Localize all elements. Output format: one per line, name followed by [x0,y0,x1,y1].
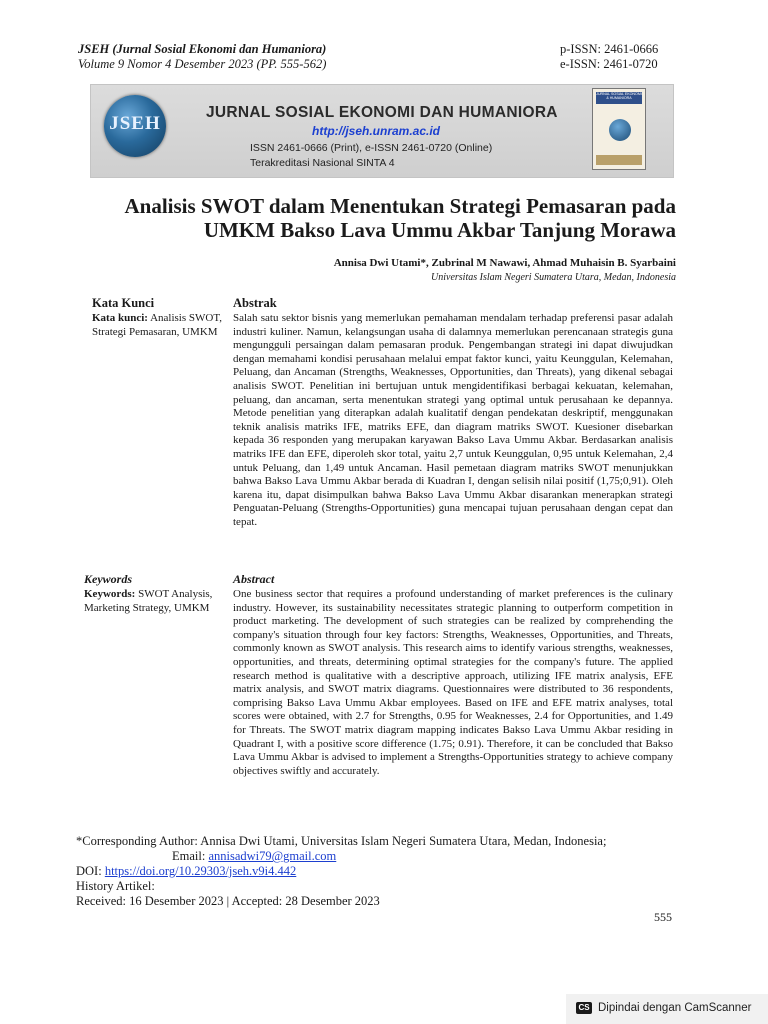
cover-band [596,155,642,165]
keywords-text: SWOT Analysis, Marketing Strategy, UMKM [84,588,213,614]
camscanner-watermark [566,994,768,1024]
article-title [0,194,676,242]
jseh-logo [104,95,166,157]
e-issn: e-ISSN: 2461-0720 [560,57,658,71]
corresponding-author: *Corresponding Author: Annisa Dwi Utami, Universitas Islam Negeri Sumatera Utara, Medan, Indonesia; [76,834,607,848]
journal-cover-image [592,88,646,170]
email-link[interactable]: annisadwi79@gmail.com [208,849,337,863]
journal-name: JSEH (Jurnal Sosial Ekonomi dan Humaniora) [78,42,327,56]
doi-label: DOI: [76,864,105,878]
keywords-label: Keywords: [84,588,136,600]
issn-block [560,42,658,72]
abstract-heading: Abstract [233,572,275,586]
banner-issn: ISSN 2461-0666 (Print), e-ISSN 2461-0720 (Online) [250,142,493,154]
kata-kunci-list [92,312,230,339]
email-line [172,849,336,864]
email-label: Email: [172,849,209,863]
camscanner-icon: CS [576,1002,592,1014]
banner-title: JURNAL SOSIAL EKONOMI DAN HUMANIORA [206,104,558,121]
affiliation: Universitas Islam Negeri Sumatera Utara, Medan, Indonesia [431,272,676,283]
authors: Annisa Dwi Utami*, Zubrinal M Nawawi, Ahmad Muhaisin B. Syarbaini [333,257,676,269]
title-line-2: UMKM Bakso Lava Ummu Akbar Tanjung Morawa [203,218,676,242]
abstrak-heading: Abstrak [233,296,277,310]
cover-logo-icon [609,119,631,141]
doi-link[interactable]: https://doi.org/10.29303/jseh.v9i4.442 [104,864,297,878]
camscanner-text: Dipindai dengan CamScanner [598,1002,752,1014]
cover-title: JURNAL SOSIAL EKONOMI & HUMANIORA [596,92,642,104]
p-issn: p-ISSN: 2461-0666 [560,42,659,56]
keywords-heading: Keywords [84,572,132,586]
keywords-list [84,588,224,615]
received-accepted: Received: 16 Desember 2023 | Accepted: 28 Desember 2023 [76,894,380,908]
abstract-text: One business sector that requires a profound understanding of market preferences is the culinary industry. However, its sustainability necessitates strategic planning to outperform competition in product marketing. The development of such strategies can be realized by comprehending the company's situation through four key factors: Strengths, Weaknesses, Opportunities, and Threats, commonly known as SWOT analysis. This research aims to identify various strengths, weaknesses, opportunities, and threats, determining optimal strategies for the company's future. The applied research method is qualitative with a descriptive approach, utilizing IFE matrix analysis, EFE matrix analysis, and SWOT matrix diagrams. Questionnaires were distributed to 36 respondents, comprising Bakso Lava Ummu Akbar employees. Based on IFE and EFE matrix analyses, total scores were obtained, with 2.7 for Strengths, 0.95 for Weaknesses, 2.4 for Opportunities, and 1.49 for Threats. The SWOT matrix diagram mapping indicates Bakso Lava Ummu Akbar residing in Quadrant I, with a positive score difference (1.75; 0.91). Therefore, it can be concluded that Bakso Lava Ummu Akbar is advised to implement a Strengths-Opportunities strategy to achieve company objectives swiftly and accurately. [233,588,673,777]
journal-header [78,42,326,72]
abstrak-text: Salah satu sektor bisnis yang memerlukan pemahaman mendalam terhadap preferensi pasar adalah industri kuliner. Namun, kelangsungan usaha di dalamnya memerlukan perencanaan strategis guna mengungguli persaingan dalam pemasaran produk. Pengembangan strategi ini dapat diwujudkan dengan memahami kondisi perusahaan melalui empat faktor kunci, yaitu Keunggulan, Kelemahan, Peluang, dan Ancaman (Strengths, Weaknesses, Opportunities, dan Threats), yang dikenal sebagai analisis SWOT. Penelitian ini bertujuan untuk mengidentifikasi berbagai kekuatan, kelemahan, peluang, dan ancaman, serta menentukan strategi yang optimal untuk perusahaan ke depannya. Metode penelitian yang diterapkan adalah kualitatif dengan pendekatan deskriptif, menggunakan teknik analisis matriks IFE, matriks EFE, dan diagram matriks SWOT. Kuesioner disebarkan kepada 36 responden yang merupakan karyawan Bakso Lava Ummu Akbar. Berdasarkan analisis matriks IFE dan EFE, diperoleh skor total, yaitu 2,7 untuk Keunggulan, 0,95 untuk Kelemahan, 2,4 untuk Peluang, dan 1,49 untuk Ancaman. Hasil pemetaan diagram matriks SWOT menunjukkan bahwa Bakso Lava Ummu Akbar berada di Kuadran I, dengan selisih nilai positif (1,75;0,91). Oleh karena itu, dapat disimpulkan bahwa Bakso Lava Ummu Akbar disarankan menerapkan strategi Penguatan-Peluang (Strengths-Opportunities) guna mencapai tujuan perusahaan dengan cepat dan tepat. [233,312,673,528]
volume-info: Volume 9 Nomor 4 Desember 2023 (PP. 555-562) [78,57,327,71]
kata-kunci-label: Kata kunci: [92,312,148,324]
logo-text: JSEH [109,113,161,134]
kata-kunci-heading: Kata Kunci [92,296,155,310]
history-label: History Artikel: [76,879,155,893]
doi-line [76,864,296,879]
banner-url[interactable]: http://jseh.unram.ac.id [312,124,441,138]
banner-accreditation: Terakreditasi Nasional SINTA 4 [250,157,395,169]
title-line-1: Analisis SWOT dalam Menentukan Strategi Pemasaran pada [124,194,676,218]
page-number: 555 [654,910,672,924]
kata-kunci-text: Analisis SWOT, Strategi Pemasaran, UMKM [92,312,222,338]
